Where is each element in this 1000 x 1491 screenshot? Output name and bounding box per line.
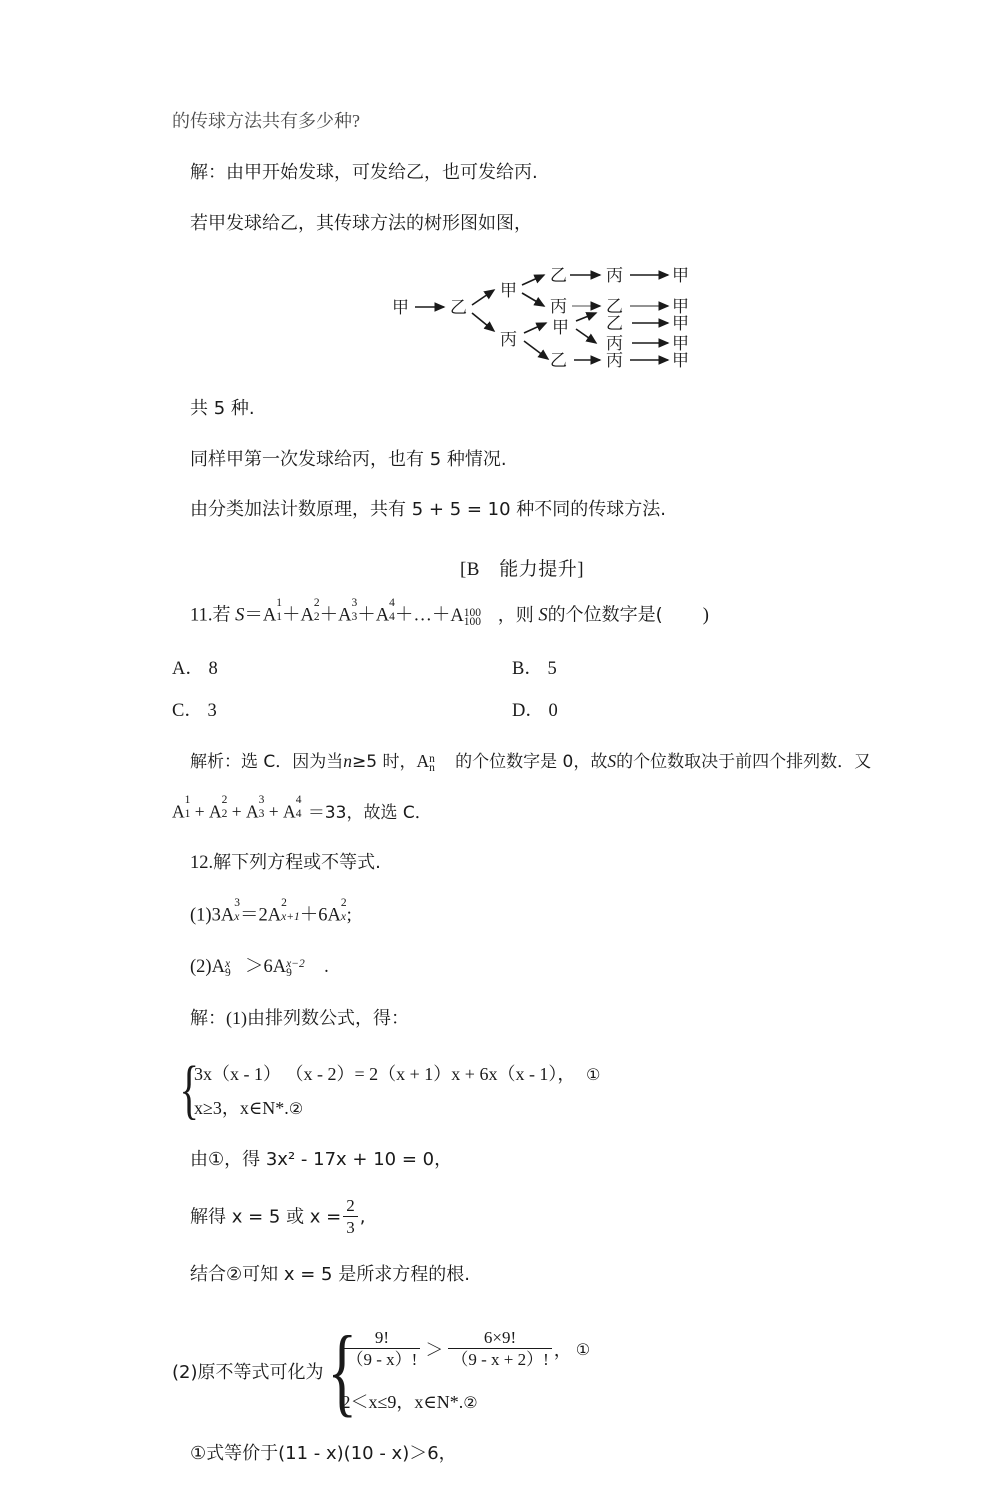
tree-node-r5c2: 丙: [606, 350, 623, 371]
tree-node-b2: 丙: [500, 329, 517, 350]
q11-a2-plus-1: +: [194, 801, 205, 822]
q12-item1-perm1: A 3 x: [220, 896, 240, 926]
q11-analysis-a: 解析：选 C．因为当: [190, 751, 344, 772]
options-column-right: [512, 654, 852, 738]
section-b-heading: [172, 554, 872, 581]
tree-node-r1c1: 乙: [550, 265, 567, 286]
q12-item2-perm1: A x 9: [211, 957, 231, 980]
q12-item1-label: (1): [190, 905, 212, 926]
q12-prompt: 解下列方程或不等式.: [213, 852, 381, 874]
section-b-bracket-close: ]: [577, 559, 585, 581]
page-content: [172, 108, 872, 1491]
q11-term-3: A 3 3: [338, 597, 358, 627]
question-11-options: [172, 654, 872, 738]
q11-plus-3: ＋: [357, 606, 376, 627]
q11-a2-plus-2: +: [231, 801, 242, 822]
q11-a2-tail: ＝33，故选 C．: [307, 802, 432, 823]
system-1-row-1-mark: ①: [585, 1064, 601, 1084]
option-a-value: 8: [208, 658, 218, 679]
q11-a2-term-2: A 2 2: [209, 794, 228, 822]
q12-number: 12.: [190, 853, 214, 874]
q12-sol2-lead: (2)原不等式可化为: [172, 1362, 324, 1384]
option-d-value: 0: [548, 700, 558, 721]
question-11-stem: [172, 597, 872, 630]
tree-diagram: [172, 261, 872, 373]
q11-a2-term-1: A 1 1: [172, 794, 191, 822]
option-b[interactable]: [512, 654, 852, 680]
question-12-item-1: [172, 896, 872, 930]
tree-node-r3c3: 甲: [672, 313, 689, 334]
q11-lead: 若: [212, 605, 231, 627]
q11-a2-plus-3: +: [268, 801, 279, 822]
system-1-row-2-mark: ②: [288, 1098, 304, 1118]
q12-solution-label: 解：: [190, 1007, 226, 1029]
q11-term-last: A 100 100: [450, 606, 482, 629]
q12-solve-fraction: $\frac{2}{3}$: [343, 1196, 358, 1237]
q12-solve-line: [172, 1197, 872, 1238]
tree-node-r1c3: 甲: [672, 265, 689, 286]
option-a-key: A．: [172, 658, 204, 679]
q12-solution-lead: [172, 1005, 872, 1033]
q12-item2-end: .: [324, 957, 329, 978]
q12-from-1-line: 由①，得 3x² - 17x + 10 = 0，: [190, 1148, 453, 1170]
system-1-row-2: [194, 1090, 600, 1124]
q11-var-s: S: [235, 606, 245, 627]
system-1-row-1-text: 3x（x - 1） （x - 2）= 2（x + 1）x + 6x（x - 1），: [194, 1063, 576, 1084]
option-c[interactable]: [172, 696, 512, 722]
question-11-analysis-line-1: [172, 748, 872, 775]
option-d[interactable]: [512, 696, 852, 722]
total-count-text: 共 5 种.: [190, 397, 255, 419]
options-column-left: [172, 654, 512, 738]
q11-plus-1: ＋: [281, 606, 301, 627]
section-b-title: 能力提升: [499, 558, 578, 581]
q11-a2-term-4: A 4 4: [283, 794, 302, 822]
q11-number: 11.: [190, 606, 213, 627]
tree-node-r2c1: 丙: [550, 296, 567, 317]
option-d-key: D．: [512, 700, 544, 721]
tree-node-r3c2: 乙: [606, 313, 623, 334]
q12-item1-coef2: 2: [258, 905, 268, 926]
system-2-right-fraction: $\frac{6\times 9!}{(9 - x + 2)!}$: [448, 1328, 551, 1369]
q12-item1-end: ;: [346, 905, 352, 926]
tree-node-r4c3: 甲: [672, 333, 689, 354]
tree-node-r2c2: 乙: [606, 296, 623, 317]
question-12-stem: [172, 849, 872, 878]
solution-intro-text: 解：由甲开始发球，可发给乙，也可发给丙.: [190, 161, 538, 183]
system-1-rows: [194, 1056, 600, 1124]
q11-tail-comma: ，则: [497, 605, 534, 627]
question-tail-text: 的传球方法共有多少种?: [172, 111, 360, 131]
system-2-operator: ＞: [425, 1340, 444, 1361]
q12-combine-line: 结合②可知 x = 5 是所求方程的根.: [190, 1263, 470, 1285]
system-2-row-1-mark: ①: [575, 1339, 591, 1359]
q11-analysis-b: ≥5 时，: [352, 751, 417, 772]
q12-item2-gt: ＞: [244, 957, 264, 978]
q11-plus-4: ＋: [394, 606, 414, 627]
tree-node-root: 甲: [392, 297, 409, 318]
system-2-brace: {: [326, 1315, 357, 1427]
q12-solve-suffix: ,: [359, 1206, 366, 1228]
q12-item2-label: (2): [190, 957, 212, 978]
q12-item1-perm3: A 2 x: [327, 896, 347, 926]
system-1-row-2-text: x≥3，x∈N*.: [194, 1097, 289, 1118]
q11-term-4: A 4 4: [375, 597, 395, 627]
question-12-item-2: [172, 953, 872, 982]
q11-ellipsis: …: [413, 606, 432, 627]
option-c-value: 3: [207, 700, 217, 721]
tree-intro-text: 若甲发球给乙，其传球方法的树形图如图，: [190, 212, 532, 234]
system-2-row-2: [342, 1374, 591, 1418]
tree-node-r5c1: 乙: [550, 350, 567, 371]
q11-plus-2: ＋: [319, 606, 339, 627]
option-c-key: C．: [172, 700, 203, 721]
q12-final-line: ①式等价于(11 - x)(10 - x)＞6，: [190, 1442, 457, 1464]
q12-item1-coef3: 6: [318, 905, 328, 926]
system-2-row-1-comma: ，: [553, 1340, 572, 1362]
q12-system-2-wrap: [172, 1315, 872, 1427]
q11-tail-var-s: S: [538, 606, 548, 627]
tree-node-r3c1: 甲: [552, 317, 569, 338]
q12-item1-coef1: 3: [211, 905, 221, 926]
q11-analysis-var-s: S: [607, 750, 617, 771]
option-b-value: 5: [547, 658, 557, 679]
system-2-left-fraction: $\frac{9!}{(9 - x)!}$: [344, 1328, 421, 1369]
q11-plus-5: ＋: [431, 606, 451, 627]
question-11-analysis-line-2: [172, 794, 872, 826]
system-2-rows: [342, 1325, 591, 1418]
sum-result-text: 由分类加法计数原理，共有 5 + 5 = 10 种不同的传球方法.: [190, 499, 667, 521]
q11-equals: ＝: [244, 606, 263, 627]
tree-node-r5c3: 甲: [672, 350, 689, 371]
q11-analysis-c: 的个位数字是 0，故: [455, 751, 608, 772]
tree-node-level2: 乙: [450, 297, 467, 318]
tree-diagram-svg: [172, 261, 872, 373]
system-2-row-2-mark: ②: [463, 1392, 478, 1412]
system-1-brace: {: [179, 1053, 200, 1127]
system-2-row-2-text: 2＜x≤9，x∈N*.: [341, 1391, 464, 1412]
q12-sol1-lead: (1)由排列数公式，得：: [226, 1007, 409, 1028]
q11-term-1: A 1 1: [262, 597, 282, 627]
q11-analysis-var-n: n: [343, 750, 353, 771]
system-2-row-1: [342, 1325, 591, 1374]
tree-node-r2c3: 甲: [672, 296, 689, 317]
system-1-row-1: [194, 1056, 600, 1090]
q11-a2-term-3: A 3 3: [246, 794, 265, 822]
q11-analysis-perm: A n n: [416, 750, 435, 774]
option-a[interactable]: [172, 654, 512, 680]
same-case-text: 同样甲第一次发球给丙，也有 5 种情况.: [190, 448, 507, 470]
q12-item1-eq: ＝: [239, 905, 259, 926]
q11-tail-close: ): [702, 606, 709, 627]
q11-tail-text: 的个位数字是(: [547, 605, 663, 627]
q12-item1-plus: ＋: [299, 905, 319, 926]
q12-item2-coef: 6: [263, 957, 273, 978]
tree-node-b1: 甲: [500, 280, 517, 301]
section-b-bracket-open: [B: [459, 559, 480, 581]
tree-node-r4c2: 丙: [606, 333, 623, 354]
q12-item1-perm2: A 2 x+1: [267, 896, 300, 926]
q12-item2-perm2: A x−2 9: [272, 957, 305, 980]
tree-node-r1c2: 丙: [606, 265, 623, 286]
option-b-key: B．: [512, 658, 543, 679]
q12-solve-prefix: 解得 x = 5 或 x =: [190, 1206, 342, 1228]
q11-term-2: A 2 2: [300, 597, 320, 627]
q11-analysis-d: 的个位数取决于前四个排列数．又: [616, 751, 872, 772]
q12-system-1: [172, 1053, 872, 1127]
